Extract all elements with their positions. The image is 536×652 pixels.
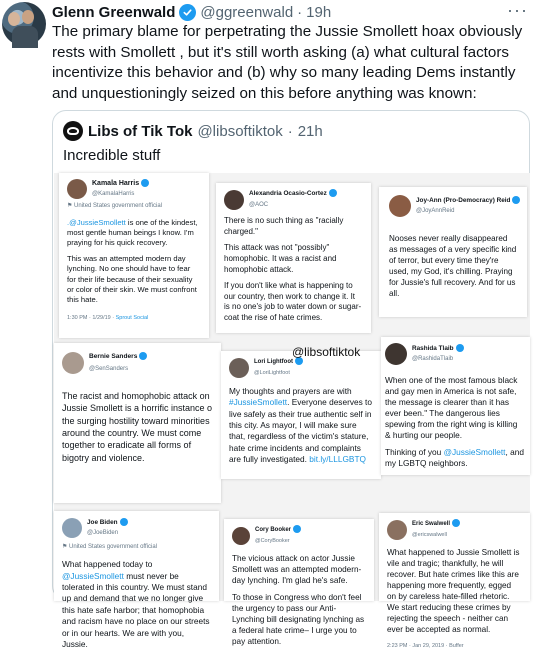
more-options-icon[interactable]: ··· [507,0,528,20]
card-meta: 2:23 PM · Jan 29, 2019 · Buffer [387,643,464,649]
card-text: The racist and homophobic attack on Jussie Smollett is a horrific instance o the surging hostility toward minorities around the country. We must come together to eradicate all forms of bigotry and violence. [62,390,213,463]
card-handle: @ericswalwell [412,532,447,538]
quoted-text: Incredible stuff [63,147,161,164]
card-name: Kamala Harris [92,180,140,187]
card-name: Eric Swalwell [412,521,451,527]
source-link: Sprout Social [115,315,149,322]
mention-link: @JussieSmollett [443,447,506,457]
tweet-text: The primary blame for perpetrating the Jussie Smollett hoax obviously rests with Smollett , but it's still worth asking (a) what cultural factors incentivize this behavior and (b) why so many leading Dems instantly and unquestioningly seized on this before anything was known: [52,23,523,102]
card-text: The vicious attack on actor Jussie Smollett was an attempted modern-day lynching. I'm glad he's safe. [232,554,362,585]
verified-badge-icon [179,4,196,21]
tweet-card-aoc [216,183,371,333]
gov-label: ⚑ United States government official [62,543,157,550]
card-text: What happened to Jussie Smollett is vile and tragic; thankfully, he will recover. But hate crimes like this are happening more frequently, egged on by careless hate-filled rhetoric. We start reducing these crimes by rejecting the speech - neither can ever be accepted as normal. [387,548,520,634]
card-text: . Everyone deserves to live safely as their true authentic self in this city. As mayor, I will make sure that, regardless of the victim's stature, hate crime incidents and complaints are fully investigated. [229,397,372,465]
card-text: Thinking of you [385,447,444,457]
card-text: If you don't like what is happening to our country, then work to change it. It is no one's job to water down or sugar-coat the rise of hate crimes. [224,281,362,322]
separator-dot: · [297,3,303,21]
card-text: When one of the most famous black and gay men in America is not safe, the message is clearer than it has ever been." The dangerous lies spewing from the right wing is killing & hurting our people. [385,375,518,440]
tweet-card-reid [379,187,527,317]
card-text: There is no such thing as "racially charged." [224,216,344,236]
card-text: Nooses never really disappeared as messages of a very specific kind of terror, but every time they're used, my God, it's chilling. Praying for Jussie's full recovery. And for us all. [389,234,517,298]
author-handle[interactable]: @ggreenwald [200,3,294,21]
card-handle: @RashidaTlaib [412,356,454,362]
card-handle: @SenSanders [89,366,129,373]
card-name: Joe Biden [87,519,118,526]
quoted-author-name[interactable]: Libs of Tik Tok [88,122,193,140]
mention-link: .@JussieSmollett [67,217,126,227]
tweet-time[interactable]: 19h [306,3,332,21]
card-name: Alexandria Ocasio-Cortez [249,190,327,197]
avatar [224,190,244,210]
watermark-text: @libsoftiktok [292,345,361,359]
tweet-card-harris [59,173,209,338]
card-text: must never be tolerated in this country. We must stand up and demand that we no longer give this hate safe harbor; that homophobia and racism have no place on our streets or in our hearts. We are with you, Jussie. [62,570,210,650]
avatar [62,352,84,374]
tweet-card-booker [224,519,374,646]
url-link: bit.ly/LLLGBTQ [309,454,366,465]
tweet-card-lightfoot [221,351,381,479]
card-text: This was an attempted modern day lynching. No one should have to fear for their life because of their sexuality or color of their skin. We must confront this hate. [67,254,197,305]
avatar [229,358,249,378]
avatar [387,520,407,540]
card-text: This attack was not "possibly" homophobic. It was a racist and homophobic attack. [224,243,337,274]
tweet-card-biden [54,511,219,650]
card-handle: @CoryBooker [255,538,290,544]
card-handle: @LoriLightfoot [254,370,290,377]
gov-label: ⚑ United States government official [67,203,162,210]
card-text: My thoughts and prayers are with [229,385,352,396]
card-handle: @AOC [249,201,269,208]
verified-badge-icon [456,344,464,352]
author-name[interactable]: Glenn Greenwald [52,3,176,21]
card-name: Joy-Ann (Pro-Democracy) Reid [416,197,511,204]
card-text: is one of the kindest, most gentle human beings I know. I'm praying for his quick recovery. [67,217,198,248]
verified-badge-icon [120,518,128,526]
verified-badge-icon [452,519,460,527]
quoted-header [63,121,323,141]
quoted-avatar[interactable] [63,121,83,141]
card-handle: @JoyAnnReid [416,208,455,214]
avatar [232,527,250,545]
card-handle: @KamalaHarris [92,191,135,198]
tweet-card-sanders [54,343,221,503]
card-name: Bernie Sanders [89,353,138,360]
quoted-author-handle[interactable]: @libsoftiktok [197,122,283,140]
avatar [389,195,411,217]
tweet-card-swalwell [379,513,530,649]
verified-badge-icon [139,352,147,360]
card-text: , and my LGBTQ neighbors. [385,447,524,468]
quoted-tweet[interactable] [52,110,530,650]
card-text: To those in Congress who don't feel the urgency to pass our Anti-Lynching bill designating lynching as a federal hate crime– I urge you to pay attention. [232,593,365,646]
separator-dot: · [287,122,293,140]
verified-badge-icon [141,179,149,187]
avatar [67,179,87,199]
card-name: Lori Lightfoot [254,359,293,365]
avatar [62,518,82,538]
card-name: Rashida Tlaib [412,345,454,352]
tweet-header [52,2,331,22]
card-meta: 1:30 PM · 1/29/19 · [67,315,116,322]
tweet-card-tlaib [381,337,530,475]
mention-link: @JussieSmollett [62,570,124,581]
verified-badge-icon [512,196,520,204]
collage-image[interactable] [54,173,530,650]
card-handle: @JoeBiden [87,530,119,537]
card-name: Cory Booker [255,527,292,533]
card-text: What happened today to [62,559,153,570]
avatar [385,343,407,365]
mention-link: #JussieSmollett [229,397,288,408]
author-avatar[interactable] [2,2,46,46]
quoted-time[interactable]: 21h [297,122,323,140]
verified-badge-icon [329,189,337,197]
verified-badge-icon [293,525,301,533]
